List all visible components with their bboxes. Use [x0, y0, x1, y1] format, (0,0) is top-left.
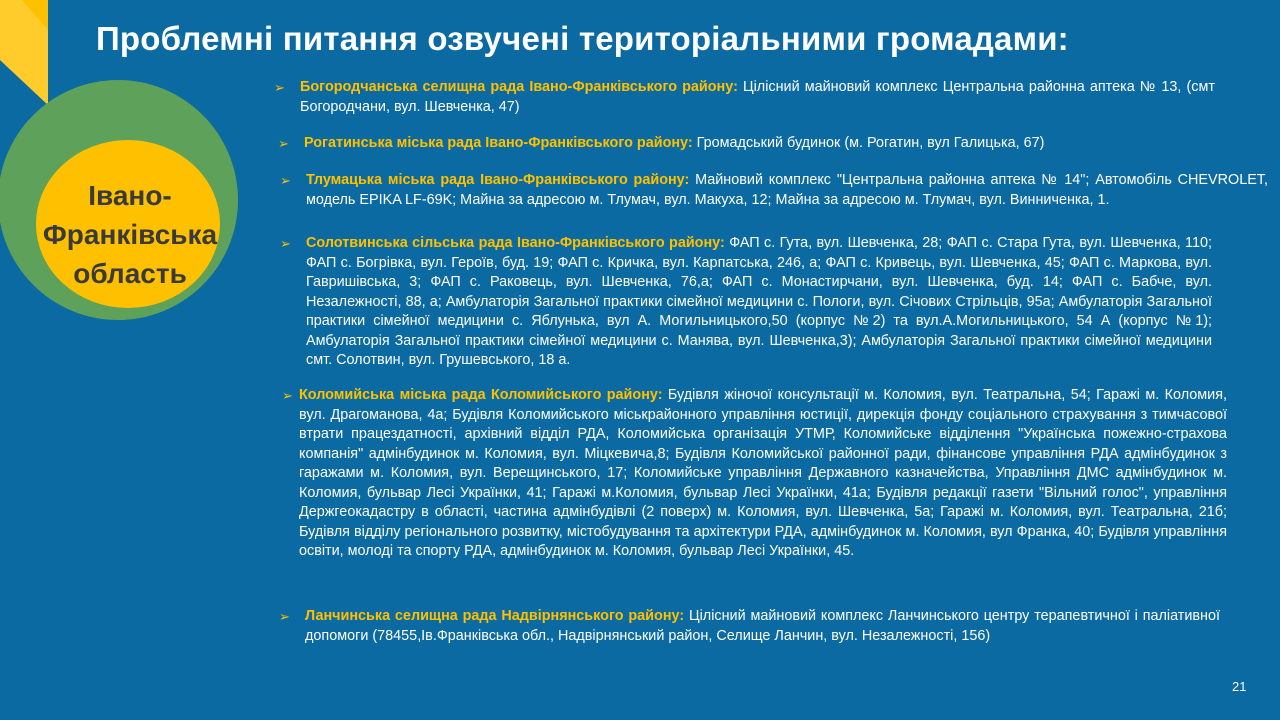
community-name: Богородчанська селищна рада Івано-Франківського району:	[300, 79, 738, 95]
page-title: Проблемні питання озвучені територіальними громадами:	[96, 20, 1069, 57]
list-item	[279, 607, 1221, 646]
arrow-bullet-icon: ➢	[274, 80, 285, 95]
list-item	[274, 78, 1215, 117]
community-name: Рогатинська міська рада Івано-Франківського району:	[304, 135, 693, 151]
list-item	[282, 386, 1227, 562]
corner-ribbon-decoration	[0, 0, 48, 105]
community-name: Тлумацька міська рада Івано-Франківського району:	[306, 172, 690, 188]
arrow-bullet-icon: ➢	[278, 136, 289, 151]
region-emblem-line: Франківська	[42, 219, 218, 250]
property-list: Будівля жіночої консультації м. Коломия, вул. Театральна, 54; Гаражі м. Коломия, вул. Драгоманова, 4а; Будівля Коломийського міськрайонного управління юстиції, дирекція фонду соціального страхування з тимчасової втрати працездатності, архівний відділ РДА, Коломийська організація УТМР, Коломийське відділення "Українська пожежно-страхова компанія" адмінбудинок м. Коломия, вул. Міцкевича,8; Будівля Коломийської районної ради, фінансове управління РДА адмінбудинок з гаражами м. Коломия, вул. Верещинського, 17; Коломийське управління Державного казначейства, Управління ДМС адмінбудинок м. Коломия, бульвар Лесі Українки, 41; Гаражі м.Коломия, бульвар Лесі Українки, 41а; Будівля редакції газети "Вільний голос", управління Держгеокадастру в області, частина адмінбудівлі (2 поверх) м. Коломия, вул. Шевченка, 5а; Гаражі м. Коломия, вул. Театральна, 21б; Будівля відділу регіонального розвитку, містобудування та архітектури РДА, адмінбудинок м. Коломия, вул Франка, 40; Будівля управління освіти, молоді та спорту РДА, адмінбудинок м. Коломия, бульвар Лесі Українки, 45.	[299, 387, 1227, 559]
region-emblem-line: Івано-	[88, 180, 172, 211]
property-list: Цілісний майновий комплекс Ланчинського центру терапевтичної і паліативної допомоги (78455,Ів.Франківська обл., Надвірнянський район, Селище Ланчин, вул. Незалежності, 156)	[305, 608, 1221, 644]
arrow-bullet-icon: ➢	[280, 236, 291, 251]
list-item	[280, 171, 1269, 210]
page-number: 21	[1232, 679, 1247, 694]
region-emblem-label	[20, 176, 240, 293]
community-name: Ланчинська селищна рада Надвірнянського району:	[305, 608, 685, 624]
arrow-bullet-icon: ➢	[282, 388, 293, 403]
list-item	[278, 134, 1219, 154]
property-list: Громадський будинок (м. Рогатин, вул Галицька, 67)	[692, 135, 1045, 151]
region-emblem-line: область	[73, 258, 187, 289]
community-name: Солотвинська сільська рада Івано-Франківського району:	[306, 235, 725, 251]
property-list: Майновий комплекс "Центральна районна аптека № 14"; Автомобіль CHEVROLET, модель EPIKA LF-69K; Майна за адресою м. Тлумач, вул. Макуха, 12; Майна за адресою м. Тлумач, вул. Винниченка, 1.	[306, 172, 1269, 208]
arrow-bullet-icon: ➢	[280, 173, 291, 188]
community-name: Коломийська міська рада Коломийського району:	[299, 387, 663, 403]
arrow-bullet-icon: ➢	[279, 609, 290, 624]
property-list: ФАП с. Гута, вул. Шевченка, 28; ФАП с. Стара Гута, вул. Шевченка, 110; ФАП с. Богрівка, вул. Героїв, буд. 19; ФАП с. Кричка, вул. Карпатська, 246, а; ФАП с. Кривець, вул. Шевченка, 45; ФАП с. Маркова, вул. Гавришівська, 3; ФАП с. Раковець, вул. Шевченка, 76,а; ФАП с. Монастирчани, вул. Шевченка, буд. 14; ФАП с. Бабче, вул. Незалежності, 88, а; Амбулаторія Загальної практики сімейної медицини с. Пологи, вул. Січових Стрільців, 95а; Амбулаторія Загальної практики сімейної медицини с. Яблунька, вул А. Могильницького,50 (корпус №2) та вул.А.Могильницького, 54 А (корпус №1); Амбулаторія Загальної практики сімейної медицини с. Манява, вул. Шевченка,3); Амбулаторія Загальної практики сімейної медицини смт. Солотвин, вул. Грушевського, 18 а.	[306, 235, 1212, 368]
list-item	[280, 234, 1212, 371]
property-list: Цілісний майновий комплекс Центральна районна аптека № 13, (смт Богородчани, вул. Шевченка, 47)	[300, 79, 1215, 115]
